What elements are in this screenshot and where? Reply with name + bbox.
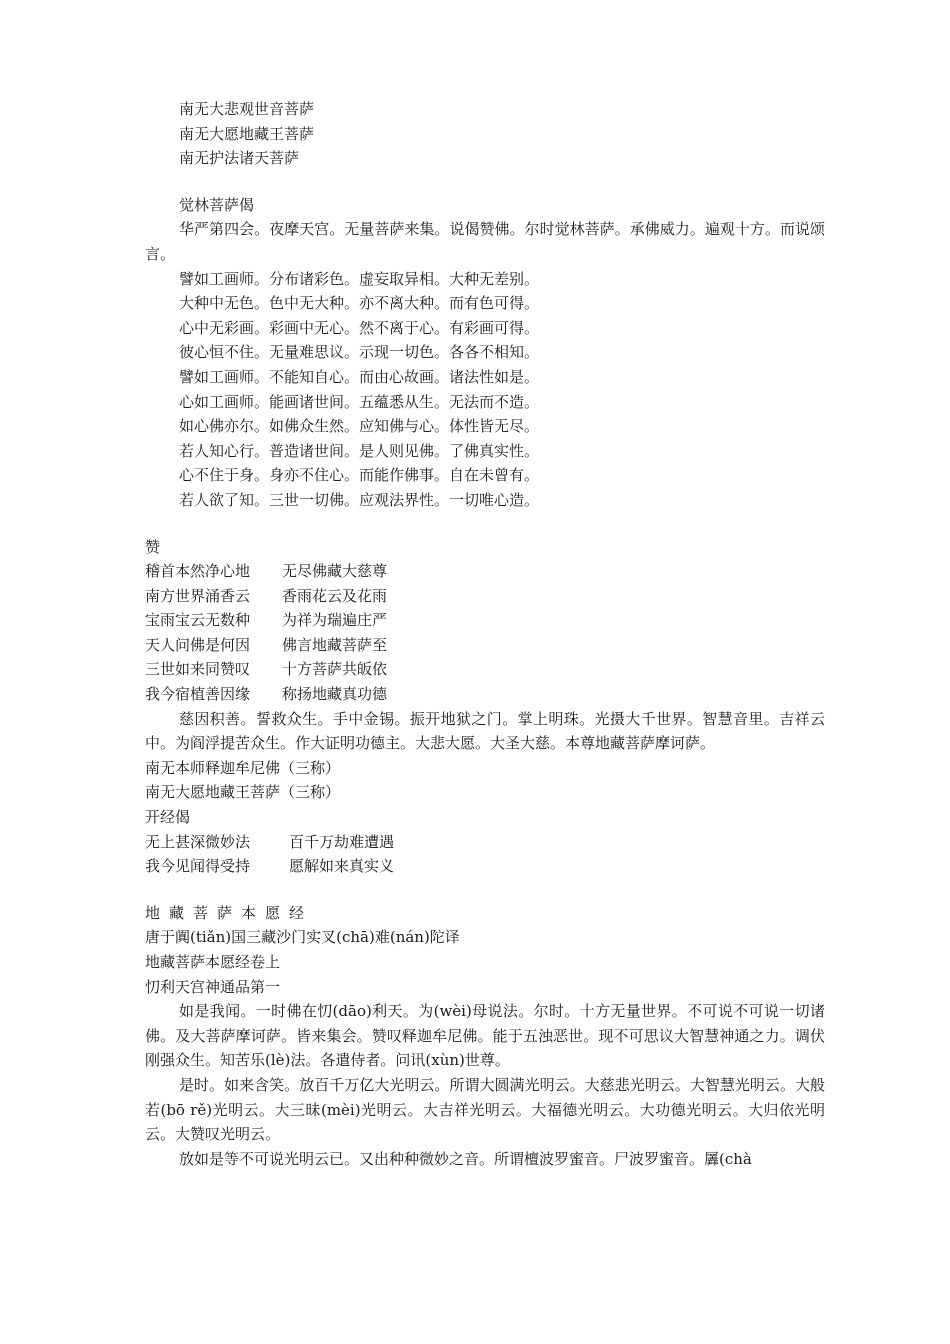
invocation-line: 南无大愿地藏王菩萨	[179, 124, 315, 143]
gatha-line: 心如工画师。能画诸世间。五蕴悉从生。无法而不造。	[179, 392, 540, 411]
opening-line: 我今见闻得受持 愿解如来真实义	[145, 857, 395, 876]
praise-line: 我今宿植善因缘 称扬地藏真功德	[145, 685, 388, 704]
translator-line: 唐于阗(tiǎn)国三藏沙门实叉(chā)难(nán)陀译	[145, 928, 460, 947]
praise-line: 宝雨宝云无数种 为祥为瑞遍庄严	[145, 611, 388, 630]
praise-line: 天人问佛是何因 佛言地藏菩萨至	[145, 635, 388, 654]
opening-line: 无上甚深微妙法 百千万劫难遭遇	[145, 832, 395, 851]
gatha-line: 心不住于身。身亦不住心。而能作佛事。自在未曾有。	[179, 466, 540, 485]
gatha-line: 譬如工画师。分布诸彩色。虚妄取异相。大种无差别。	[179, 269, 540, 288]
gatha-title: 觉林菩萨偈	[179, 195, 255, 214]
document-text	[145, 97, 825, 1171]
opening-title: 开经偈	[145, 808, 191, 827]
gatha-line: 若人欲了知。三世一切佛。应观法界性。一切唯心造。	[179, 490, 540, 509]
gatha-line: 譬如工画师。不能知自心。而由心故画。诸法性如是。	[179, 367, 540, 386]
gatha-line: 大种中无色。色中无大种。亦不离大种。而有色可得。	[179, 294, 540, 313]
body-paragraph: 是时。如来含笑。放百千万亿大光明云。所谓大圆满光明云。大慈悲光明云。大智慧光明云。大般若(bō rě)光明云。大三昧(mèi)光明云。大吉祥光明云。大福德光明云。大功德光明云。大归依光明云。大赞叹光明云。	[145, 1075, 825, 1144]
gatha-line: 彼心恒不住。无量难思议。示现一切色。各各不相知。	[179, 343, 540, 362]
invocation-line: 南无大悲观世音菩萨	[179, 100, 315, 118]
praise-line: 稽首本然净心地 无尽佛藏大慈尊	[145, 562, 388, 581]
refuge-line: 南无本师释迦牟尼佛（三称）	[145, 758, 341, 777]
praise-line: 三世如来同赞叹 十方菩萨共皈依	[145, 660, 388, 679]
invocation-line: 南无护法诸天菩萨	[179, 149, 300, 168]
praise-paragraph: 慈因积善。誓救众生。手中金锡。振开地狱之门。掌上明珠。光摄大千世界。智慧音里。吉祥云中。为阎浮提苦众生。作大证明功德主。大悲大愿。大圣大慈。本尊地藏菩萨摩诃萨。	[145, 709, 825, 753]
gatha-line: 心中无彩画。彩画中无心。然不离于心。有彩画可得。	[179, 318, 540, 337]
refuge-line: 南无大愿地藏王菩萨（三称）	[145, 783, 341, 802]
praise-title: 赞	[145, 537, 161, 556]
body-paragraph: 如是我闻。一时佛在忉(dāo)利天。为(wèi)母说法。尔时。十方无量世界。不可说不可说一切诸佛。及大菩萨摩诃萨。皆来集会。赞叹释迦牟尼佛。能于五浊恶世。现不可思议大智慧神通之力。调伏刚强众生。知苦乐(lè)法。各遣侍者。问讯(xùn)世尊。	[145, 1002, 825, 1070]
sutra-title: 地藏菩萨本愿经	[145, 903, 314, 922]
gatha-line: 若人知心行。普造诸世间。是人则见佛。了佛真实性。	[179, 441, 540, 460]
gatha-line: 如心佛亦尔。如佛众生然。应知佛与心。体性皆无尽。	[179, 417, 540, 436]
volume-title: 地藏菩萨本愿经卷上	[145, 953, 281, 971]
praise-line: 南方世界涌香云 香雨花云及花雨	[145, 586, 388, 605]
body-paragraph: 放如是等不可说光明云已。又出种种微妙之音。所谓檀波罗蜜音。尸波罗蜜音。羼(chà	[179, 1149, 752, 1168]
gatha-intro: 华严第四会。夜摩天宫。无量菩萨来集。说偈赞佛。尔时觉林菩萨。承佛威力。遍观十方。而说颂言。	[145, 220, 825, 263]
chapter-title: 忉利天宫神通品第一	[145, 977, 281, 996]
